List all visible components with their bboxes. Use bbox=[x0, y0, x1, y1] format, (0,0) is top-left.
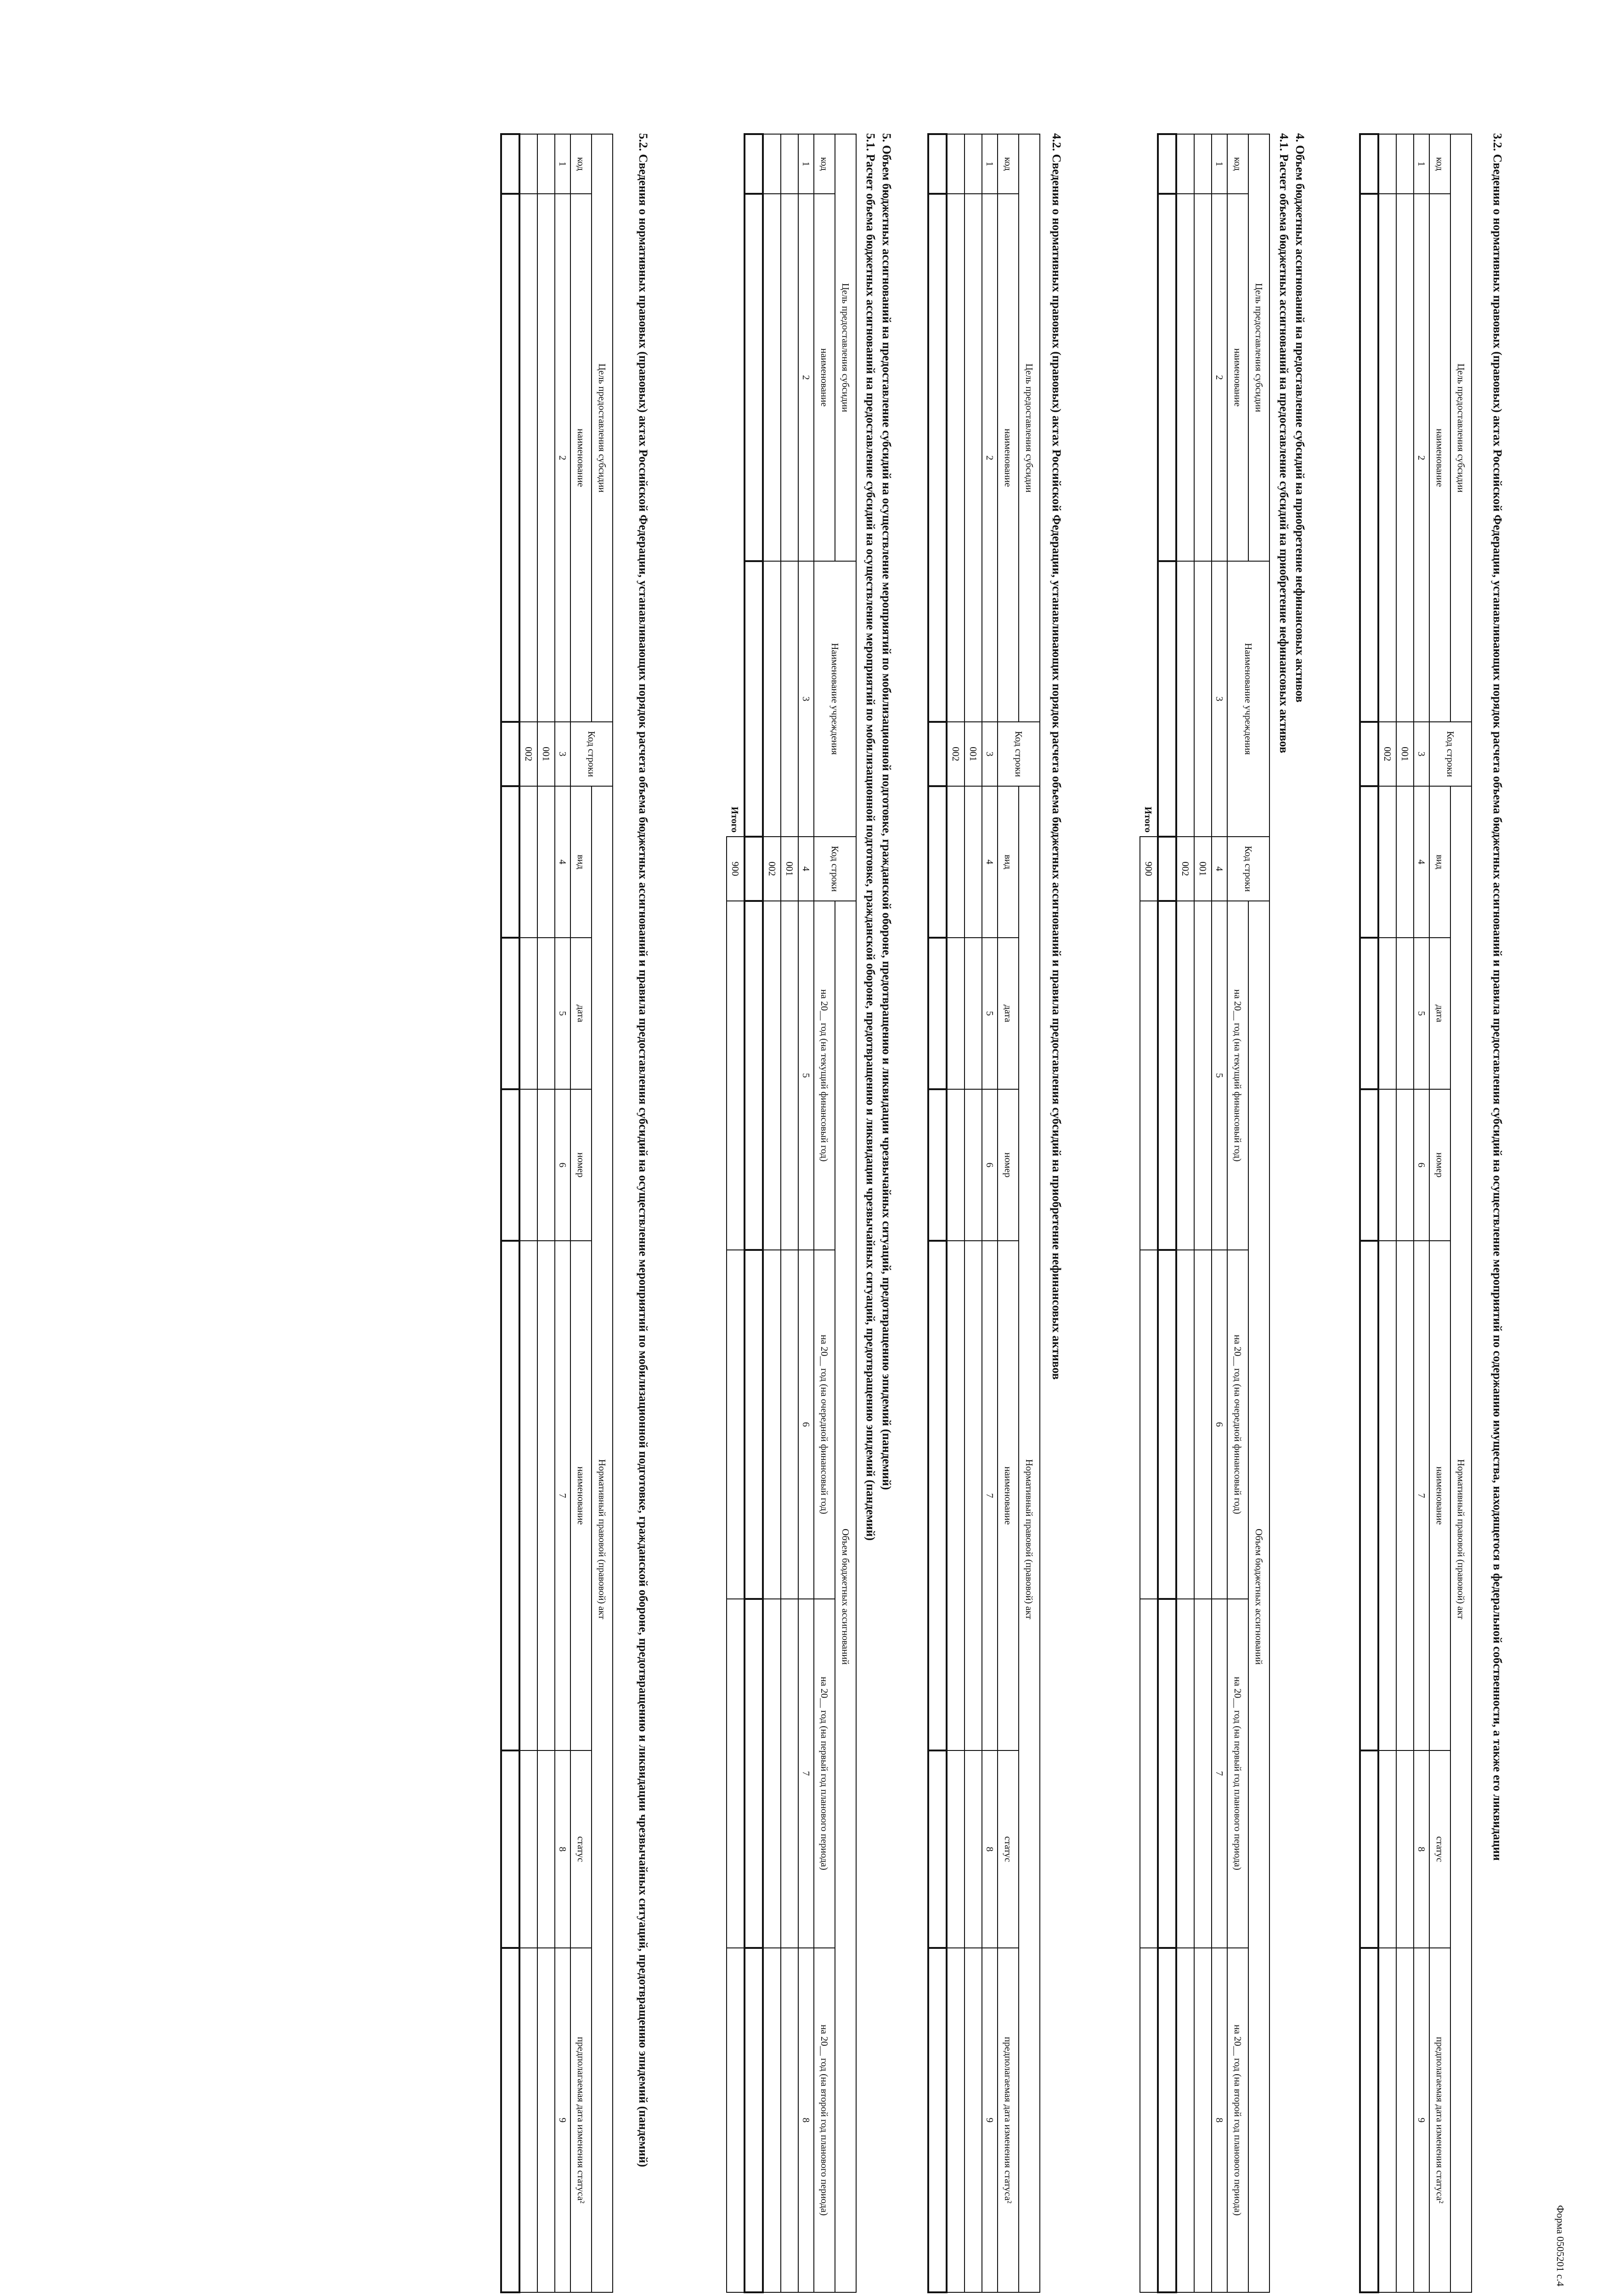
header-institution: Наименование учреждения bbox=[814, 561, 856, 837]
table-row bbox=[781, 134, 798, 2292]
col-number: 3 bbox=[982, 722, 998, 786]
cell[interactable] bbox=[1378, 194, 1396, 722]
cell[interactable] bbox=[1176, 194, 1194, 561]
col-number: 1 bbox=[982, 134, 998, 194]
cell[interactable] bbox=[1194, 561, 1212, 837]
row-code: 001 bbox=[1194, 837, 1212, 901]
cell[interactable] bbox=[1360, 722, 1378, 786]
cell[interactable] bbox=[947, 786, 965, 938]
header-type: вид bbox=[570, 786, 592, 938]
table-row bbox=[965, 134, 982, 2292]
form-code: Форма 0505201 с.4 bbox=[1555, 2205, 1566, 2286]
header-name: наименование bbox=[1429, 194, 1450, 722]
header-act: Нормативный правовой (правовой) акт bbox=[592, 786, 613, 2292]
cell[interactable] bbox=[727, 901, 745, 1250]
cell[interactable] bbox=[1396, 786, 1414, 938]
col-number: 6 bbox=[1212, 1250, 1227, 1599]
cell[interactable] bbox=[1378, 786, 1396, 938]
header-year-plan1: на 20__ год (на первый год планового периода) bbox=[1227, 1599, 1248, 1948]
cell[interactable] bbox=[1140, 1250, 1158, 1599]
cell[interactable] bbox=[745, 901, 763, 1250]
col-number: 5 bbox=[555, 938, 570, 1089]
cell[interactable] bbox=[947, 1241, 965, 1750]
cell[interactable] bbox=[537, 134, 555, 194]
row-code: 001 bbox=[1396, 722, 1414, 786]
cell[interactable] bbox=[501, 786, 519, 938]
table-row bbox=[745, 134, 763, 2292]
cell[interactable] bbox=[1176, 134, 1194, 194]
header-volume: Объем бюджетных ассигнований bbox=[1248, 901, 1269, 2292]
section-4-heading: 4. Объем бюджетных ассигнований на предоставление субсидий на приобретение нефинансовых активов bbox=[1293, 133, 1307, 703]
cell[interactable] bbox=[1378, 1948, 1396, 2292]
cell[interactable] bbox=[1194, 1948, 1212, 2292]
col-number: 7 bbox=[1414, 1241, 1429, 1750]
col-number: 2 bbox=[555, 194, 570, 722]
header-goal: Цель предоставления субсидии bbox=[1450, 134, 1472, 722]
header-year-next: на 20__ год (на очередной финансовый год) bbox=[814, 1250, 835, 1599]
cell[interactable] bbox=[1194, 1250, 1212, 1599]
col-number: 9 bbox=[555, 1948, 570, 2292]
header-act-name: наименование bbox=[998, 1241, 1019, 1750]
total-label: Итого bbox=[1143, 806, 1154, 833]
col-number: 2 bbox=[798, 194, 814, 561]
cell[interactable] bbox=[928, 1241, 947, 1750]
cell[interactable] bbox=[1176, 1250, 1194, 1599]
header-code-row: Код строки bbox=[814, 837, 856, 901]
section-5-1-table bbox=[726, 133, 857, 2293]
header-code: код bbox=[1429, 134, 1450, 194]
cell[interactable] bbox=[537, 1948, 555, 2292]
cell[interactable] bbox=[965, 194, 982, 722]
cell[interactable] bbox=[727, 1250, 745, 1599]
cell[interactable] bbox=[781, 561, 798, 837]
header-number: номер bbox=[570, 1089, 592, 1241]
cell[interactable] bbox=[745, 1250, 763, 1599]
cell[interactable] bbox=[781, 194, 798, 561]
cell[interactable] bbox=[1396, 1750, 1414, 1948]
cell[interactable] bbox=[928, 722, 947, 786]
cell[interactable] bbox=[537, 938, 555, 1089]
col-number: 7 bbox=[982, 1241, 998, 1750]
cell[interactable] bbox=[1378, 1241, 1396, 1750]
header-name: наименование bbox=[814, 194, 835, 561]
header-date: дата bbox=[998, 938, 1019, 1089]
cell[interactable] bbox=[1158, 1250, 1176, 1599]
cell[interactable] bbox=[1176, 1948, 1194, 2292]
col-number: 9 bbox=[1414, 1948, 1429, 2292]
total-code: 900 bbox=[1140, 837, 1158, 901]
header-number: номер bbox=[1429, 1089, 1450, 1241]
cell[interactable] bbox=[763, 1599, 781, 1948]
table-row bbox=[947, 134, 965, 2292]
col-number: 3 bbox=[1212, 561, 1227, 837]
col-number: 3 bbox=[555, 722, 570, 786]
header-act-name: наименование bbox=[570, 1241, 592, 1750]
cell[interactable] bbox=[519, 134, 537, 194]
cell[interactable] bbox=[519, 1750, 537, 1948]
cell[interactable] bbox=[947, 134, 965, 194]
cell[interactable] bbox=[928, 786, 947, 938]
cell[interactable] bbox=[965, 786, 982, 938]
cell[interactable] bbox=[1158, 561, 1176, 837]
cell[interactable] bbox=[501, 1750, 519, 1948]
table-row bbox=[1396, 134, 1414, 2292]
cell[interactable] bbox=[519, 938, 537, 1089]
header-status: статус bbox=[1429, 1750, 1450, 1948]
header-status-date: предполагаемая дата изменения статуса² bbox=[998, 1948, 1019, 2292]
cell[interactable] bbox=[947, 194, 965, 722]
header-number: номер bbox=[998, 1089, 1019, 1241]
col-number: 6 bbox=[798, 1250, 814, 1599]
cell[interactable] bbox=[928, 134, 947, 194]
col-number: 7 bbox=[1212, 1599, 1227, 1948]
cell[interactable] bbox=[1194, 1599, 1212, 1948]
header-date: дата bbox=[1429, 938, 1450, 1089]
col-number: 4 bbox=[555, 786, 570, 938]
section-5-2-heading: 5.2. Сведения о нормативных правовых (правовых) актах Российской Федерации, устанавливающих порядок расчета объема бюджетных ассигнований и правила предоставления субсидий на осуществление мероприятий по мобилизационной подготовке, гражданской обороне, предотвращению и ликвидации чрезвычайных ситуаций, предотвращению эпидемий (пандемий) bbox=[637, 133, 650, 2167]
cell[interactable] bbox=[965, 1750, 982, 1948]
table-row bbox=[501, 134, 519, 2292]
header-code: код bbox=[814, 134, 835, 194]
cell[interactable] bbox=[501, 1241, 519, 1750]
row-code: 002 bbox=[947, 722, 965, 786]
row-code: 002 bbox=[1176, 837, 1194, 901]
cell[interactable] bbox=[928, 1948, 947, 2292]
cell[interactable] bbox=[519, 786, 537, 938]
col-number: 3 bbox=[798, 561, 814, 837]
cell[interactable] bbox=[1176, 901, 1194, 1250]
section-4-1-table bbox=[1140, 133, 1270, 2293]
col-number: 2 bbox=[1414, 194, 1429, 722]
cell[interactable] bbox=[1378, 938, 1396, 1089]
cell[interactable] bbox=[1360, 194, 1378, 722]
cell[interactable] bbox=[1360, 1089, 1378, 1241]
header-act: Нормативный правовой (правовой) акт bbox=[1450, 786, 1472, 2292]
cell[interactable] bbox=[1378, 134, 1396, 194]
cell[interactable] bbox=[763, 561, 781, 837]
cell[interactable] bbox=[781, 134, 798, 194]
header-status-date: предполагаемая дата изменения статуса² bbox=[570, 1948, 592, 2292]
col-number: 6 bbox=[555, 1089, 570, 1241]
col-number: 4 bbox=[798, 837, 814, 901]
cell[interactable] bbox=[1360, 1948, 1378, 2292]
cell[interactable] bbox=[537, 1750, 555, 1948]
header-code-row: Код строки bbox=[998, 722, 1040, 786]
table-row bbox=[1158, 134, 1176, 2292]
row-code: 001 bbox=[537, 722, 555, 786]
cell[interactable] bbox=[1158, 901, 1176, 1250]
col-number: 1 bbox=[1212, 134, 1227, 194]
total-label: Итого bbox=[729, 806, 741, 833]
header-code-row: Код строки bbox=[570, 722, 613, 786]
cell[interactable] bbox=[947, 1750, 965, 1948]
header-name: наименование bbox=[1227, 194, 1248, 561]
header-act: Нормативный правовой (правовой) акт bbox=[1019, 786, 1040, 2292]
table-row bbox=[763, 134, 781, 2292]
cell[interactable] bbox=[1360, 1241, 1378, 1750]
cell[interactable] bbox=[781, 1948, 798, 2292]
row-code: 002 bbox=[519, 722, 537, 786]
cell[interactable] bbox=[763, 134, 781, 194]
cell[interactable] bbox=[947, 1948, 965, 2292]
header-status: статус bbox=[998, 1750, 1019, 1948]
cell[interactable] bbox=[1396, 938, 1414, 1089]
header-type: вид bbox=[998, 786, 1019, 938]
cell[interactable] bbox=[519, 1089, 537, 1241]
cell[interactable] bbox=[763, 194, 781, 561]
table-row bbox=[1194, 134, 1212, 2292]
cell[interactable] bbox=[727, 1599, 745, 1948]
cell[interactable] bbox=[1378, 1750, 1396, 1948]
col-number: 1 bbox=[798, 134, 814, 194]
cell[interactable] bbox=[501, 938, 519, 1089]
section-3-2-table bbox=[1359, 133, 1472, 2293]
cell[interactable] bbox=[781, 901, 798, 1250]
cell[interactable] bbox=[1378, 1089, 1396, 1241]
section-5-1-heading: 5.1. Расчет объема бюджетных ассигнований на предоставление субсидий на осуществление мероприятий по мобилизационной подготовке, гражданской обороне, предотвращению и ликвидации чрезвычайных ситуаций, предотвращению эпидемий (пандемий) bbox=[864, 133, 877, 1541]
col-number: 8 bbox=[1414, 1750, 1429, 1948]
row-code: 001 bbox=[965, 722, 982, 786]
header-goal: Цель предоставления субсидии bbox=[1248, 134, 1269, 561]
table-row bbox=[928, 134, 947, 2292]
col-number: 9 bbox=[982, 1948, 998, 2292]
table-row bbox=[519, 134, 537, 2292]
cell[interactable] bbox=[1158, 1948, 1176, 2292]
col-number: 2 bbox=[982, 194, 998, 722]
header-name: наименование bbox=[998, 194, 1019, 722]
section-4-1-heading: 4.1. Расчет объема бюджетных ассигнований на предоставление субсидий на приобретение нефинансовых активов bbox=[1277, 133, 1291, 754]
cell[interactable] bbox=[1140, 1599, 1158, 1948]
cell[interactable] bbox=[947, 938, 965, 1089]
cell[interactable] bbox=[1396, 1241, 1414, 1750]
cell[interactable] bbox=[1158, 134, 1176, 194]
section-4-2-table bbox=[927, 133, 1040, 2293]
cell[interactable] bbox=[1396, 134, 1414, 194]
col-number: 4 bbox=[1212, 837, 1227, 901]
cell[interactable] bbox=[1140, 901, 1158, 1250]
cell[interactable] bbox=[745, 134, 763, 194]
row-code: 002 bbox=[1378, 722, 1396, 786]
cell[interactable] bbox=[1360, 786, 1378, 938]
cell[interactable] bbox=[965, 1948, 982, 2292]
total-code: 900 bbox=[727, 837, 745, 901]
col-number: 3 bbox=[1414, 722, 1429, 786]
header-volume: Объем бюджетных ассигнований bbox=[835, 901, 856, 2292]
cell[interactable] bbox=[965, 938, 982, 1089]
header-year-current: на 20__ год (на текущий финансовый год) bbox=[814, 901, 835, 1250]
cell[interactable] bbox=[1360, 1750, 1378, 1948]
header-code-row: Код строки bbox=[1227, 837, 1269, 901]
cell[interactable] bbox=[727, 1948, 745, 2292]
header-goal: Цель предоставления субсидии bbox=[592, 134, 613, 722]
cell[interactable] bbox=[947, 1089, 965, 1241]
cell[interactable] bbox=[763, 1948, 781, 2292]
cell[interactable] bbox=[537, 1241, 555, 1750]
table-row bbox=[1176, 134, 1194, 2292]
cell[interactable] bbox=[965, 1241, 982, 1750]
col-number: 6 bbox=[982, 1089, 998, 1241]
cell[interactable] bbox=[501, 194, 519, 722]
header-date: дата bbox=[570, 938, 592, 1089]
col-number: 6 bbox=[1414, 1089, 1429, 1241]
cell[interactable] bbox=[537, 786, 555, 938]
col-number: 8 bbox=[1212, 1948, 1227, 2292]
cell[interactable] bbox=[928, 194, 947, 722]
cell[interactable] bbox=[1194, 194, 1212, 561]
cell[interactable] bbox=[763, 1250, 781, 1599]
cell[interactable] bbox=[501, 1948, 519, 2292]
col-number: 8 bbox=[982, 1750, 998, 1948]
col-number: 1 bbox=[1414, 134, 1429, 194]
cell[interactable] bbox=[781, 1250, 798, 1599]
header-code: код bbox=[998, 134, 1019, 194]
col-number: 7 bbox=[798, 1599, 814, 1948]
header-year-next: на 20__ год (на очередной финансовый год) bbox=[1227, 1250, 1248, 1599]
col-number: 5 bbox=[1212, 901, 1227, 1250]
col-number: 2 bbox=[1212, 194, 1227, 561]
cell[interactable] bbox=[537, 194, 555, 722]
cell[interactable] bbox=[745, 194, 763, 561]
header-year-current: на 20__ год (на текущий финансовый год) bbox=[1227, 901, 1248, 1250]
cell[interactable] bbox=[519, 1948, 537, 2292]
header-name: наименование bbox=[570, 194, 592, 722]
col-number: 8 bbox=[555, 1750, 570, 1948]
col-number: 5 bbox=[1414, 938, 1429, 1089]
total-row bbox=[727, 134, 745, 2292]
cell[interactable] bbox=[1176, 561, 1194, 837]
header-year-plan2: на 20__ год (на второй год планового периода) bbox=[1227, 1948, 1248, 2292]
cell[interactable] bbox=[745, 1599, 763, 1948]
cell[interactable] bbox=[965, 1089, 982, 1241]
col-number: 4 bbox=[1414, 786, 1429, 938]
section-5-heading: 5. Объем бюджетных ассигнований на предоставление субсидий на осуществление мероприятий по мобилизационной подготовке, гражданской обороне, предотвращению и ликвидации чрезвычайных ситуаций, предотвращению эпидемий (пандемий) bbox=[880, 133, 893, 1490]
cell[interactable] bbox=[745, 561, 763, 837]
section-3-2-heading: 3.2. Сведения о нормативных правовых (правовых) актах Российской Федерации, устанавливающих порядок расчета объема бюджетных ассигнований и правила предоставления субсидий на осуществление мероприятий по содержанию имущества, находящегося в федеральной собственности, а также его ликвидации bbox=[1491, 133, 1504, 1861]
cell[interactable] bbox=[1396, 1948, 1414, 2292]
cell[interactable] bbox=[1360, 134, 1378, 194]
cell[interactable] bbox=[745, 837, 763, 901]
header-code-row: Код строки bbox=[1429, 722, 1472, 786]
header-goal: Цель предоставления субсидии bbox=[1019, 134, 1040, 722]
cell[interactable] bbox=[1360, 938, 1378, 1089]
cell[interactable] bbox=[781, 1599, 798, 1948]
header-status: статус bbox=[570, 1750, 592, 1948]
cell[interactable] bbox=[519, 1241, 537, 1750]
cell[interactable] bbox=[501, 134, 519, 194]
section-4-2-heading: 4.2. Сведения о нормативных правовых (правовых) актах Российской Федерации, устанавливающих порядок расчета объема бюджетных ассигнований и правила предоставления субсидий на приобретение нефинансовых активов bbox=[1050, 133, 1063, 1380]
cell[interactable] bbox=[1194, 901, 1212, 1250]
cell[interactable] bbox=[745, 1948, 763, 2292]
table-row bbox=[537, 134, 555, 2292]
cell[interactable] bbox=[1140, 1948, 1158, 2292]
header-type: вид bbox=[1429, 786, 1450, 938]
cell[interactable] bbox=[928, 1089, 947, 1241]
cell[interactable] bbox=[928, 938, 947, 1089]
cell[interactable] bbox=[928, 1750, 947, 1948]
col-number: 5 bbox=[798, 901, 814, 1250]
table-row bbox=[1360, 134, 1378, 2292]
cell[interactable] bbox=[501, 1089, 519, 1241]
header-institution: Наименование учреждения bbox=[1227, 561, 1269, 837]
col-number: 8 bbox=[798, 1948, 814, 2292]
row-code: 002 bbox=[763, 837, 781, 901]
header-status-date: предполагаемая дата изменения статуса² bbox=[1429, 1948, 1450, 2292]
cell[interactable] bbox=[965, 134, 982, 194]
cell[interactable] bbox=[1194, 134, 1212, 194]
col-number: 4 bbox=[982, 786, 998, 938]
cell[interactable] bbox=[1396, 194, 1414, 722]
section-5-2-table bbox=[500, 133, 613, 2293]
header-act-name: наименование bbox=[1429, 1241, 1450, 1750]
cell[interactable] bbox=[1158, 1599, 1176, 1948]
header-year-plan1: на 20__ год (на первый год планового периода) bbox=[814, 1599, 835, 1948]
col-number: 5 bbox=[982, 938, 998, 1089]
cell[interactable] bbox=[537, 1089, 555, 1241]
total-row bbox=[1140, 134, 1158, 2292]
header-year-plan2: на 20__ год (на второй год планового периода) bbox=[814, 1948, 835, 2292]
table-row bbox=[1378, 134, 1396, 2292]
cell[interactable] bbox=[1176, 1599, 1194, 1948]
cell[interactable] bbox=[763, 901, 781, 1250]
header-goal: Цель предоставления субсидии bbox=[835, 134, 856, 561]
cell[interactable] bbox=[1396, 1089, 1414, 1241]
cell[interactable] bbox=[519, 194, 537, 722]
cell[interactable] bbox=[1158, 837, 1176, 901]
col-number: 1 bbox=[555, 134, 570, 194]
cell[interactable] bbox=[1158, 194, 1176, 561]
col-number: 7 bbox=[555, 1241, 570, 1750]
header-code: код bbox=[1227, 134, 1248, 194]
row-code: 001 bbox=[781, 837, 798, 901]
header-code: код bbox=[570, 134, 592, 194]
cell[interactable] bbox=[501, 722, 519, 786]
